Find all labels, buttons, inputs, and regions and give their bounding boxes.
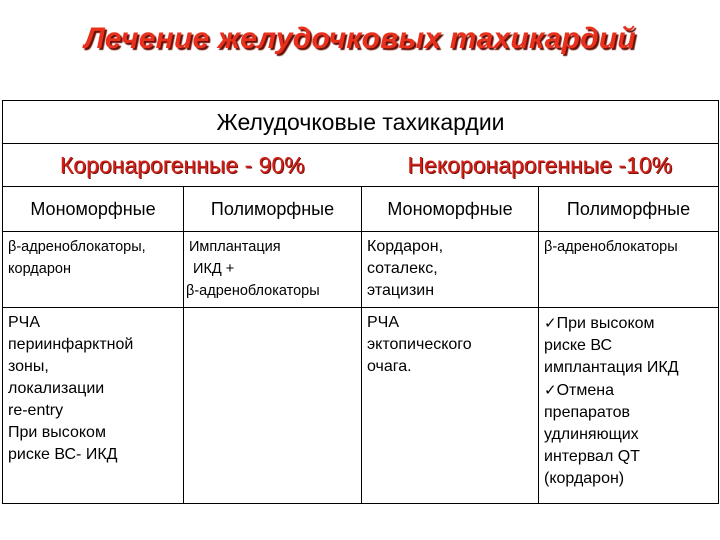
cell-ablation-2 bbox=[184, 308, 362, 504]
subheader-noncoronary-monomorphic: Мономорфные bbox=[362, 187, 539, 232]
subheader-coronary-monomorphic: Мономорфные bbox=[3, 187, 184, 232]
cell-line: очага. bbox=[367, 358, 412, 375]
subheader-noncoronary-polymorphic: Полиморфные bbox=[539, 187, 719, 232]
cell-line: интервал QT bbox=[544, 448, 640, 465]
cell-line: периинфарктной bbox=[8, 336, 134, 353]
cell-line: этацизин bbox=[367, 282, 435, 299]
cell-line: зоны, bbox=[8, 358, 49, 375]
subheader-coronary-polymorphic: Полиморфные bbox=[184, 187, 362, 232]
cell-line: При высоком bbox=[8, 424, 106, 441]
cell-line: имплантация ИКД bbox=[544, 359, 679, 376]
cell-line: β-адреноблокаторы bbox=[544, 239, 678, 255]
cell-line: препаратов bbox=[544, 404, 631, 421]
cell-line: re-entry bbox=[8, 402, 64, 419]
cell-ablation-3 bbox=[362, 308, 539, 504]
cell-line: РЧА bbox=[367, 314, 400, 331]
cell-line: риске ВС- ИКД bbox=[8, 446, 118, 463]
cell-line: эктопического bbox=[367, 336, 472, 353]
cell-line: Имплантация bbox=[189, 239, 281, 255]
cell-line-text: При высоком bbox=[556, 315, 655, 332]
cell-line-text: Отмена bbox=[556, 382, 614, 399]
cell-line: риске ВС bbox=[544, 337, 613, 354]
cell-line: удлиняющих bbox=[544, 426, 639, 443]
cell-line: (кордарон) bbox=[544, 470, 625, 487]
cell-line bbox=[544, 312, 714, 335]
group-coronary: Коронарогенные - 90% bbox=[3, 144, 362, 187]
treatment-table bbox=[2, 100, 719, 504]
cell-ablation-4 bbox=[539, 308, 719, 504]
cell-drugs-2 bbox=[184, 232, 362, 308]
cell-line: β-адреноблокаторы bbox=[186, 283, 320, 299]
cell-line: β-адреноблокаторы, bbox=[8, 239, 146, 255]
cell-ablation-1 bbox=[3, 308, 184, 504]
cell-drugs-1 bbox=[3, 232, 184, 308]
cell-line: Кордарон, bbox=[367, 238, 444, 255]
cell-line: локализации bbox=[8, 380, 105, 397]
check-mark-icon: ✓ bbox=[544, 381, 557, 399]
cell-line: РЧА bbox=[8, 314, 41, 331]
cell-line: соталекс, bbox=[367, 260, 438, 277]
cell-drugs-4 bbox=[539, 232, 719, 308]
group-noncoronary: Некоронарогенные -10% bbox=[362, 144, 719, 187]
cell-drugs-3 bbox=[362, 232, 539, 308]
cell-line: кордарон bbox=[8, 261, 71, 277]
cell-line: ИКД + bbox=[189, 261, 235, 277]
cell-line bbox=[544, 379, 714, 402]
check-mark-icon: ✓ bbox=[544, 314, 557, 332]
table-header: Желудочковые тахикардии bbox=[3, 101, 719, 144]
page-title: Лечение желудочковых тахикардий bbox=[84, 22, 636, 55]
